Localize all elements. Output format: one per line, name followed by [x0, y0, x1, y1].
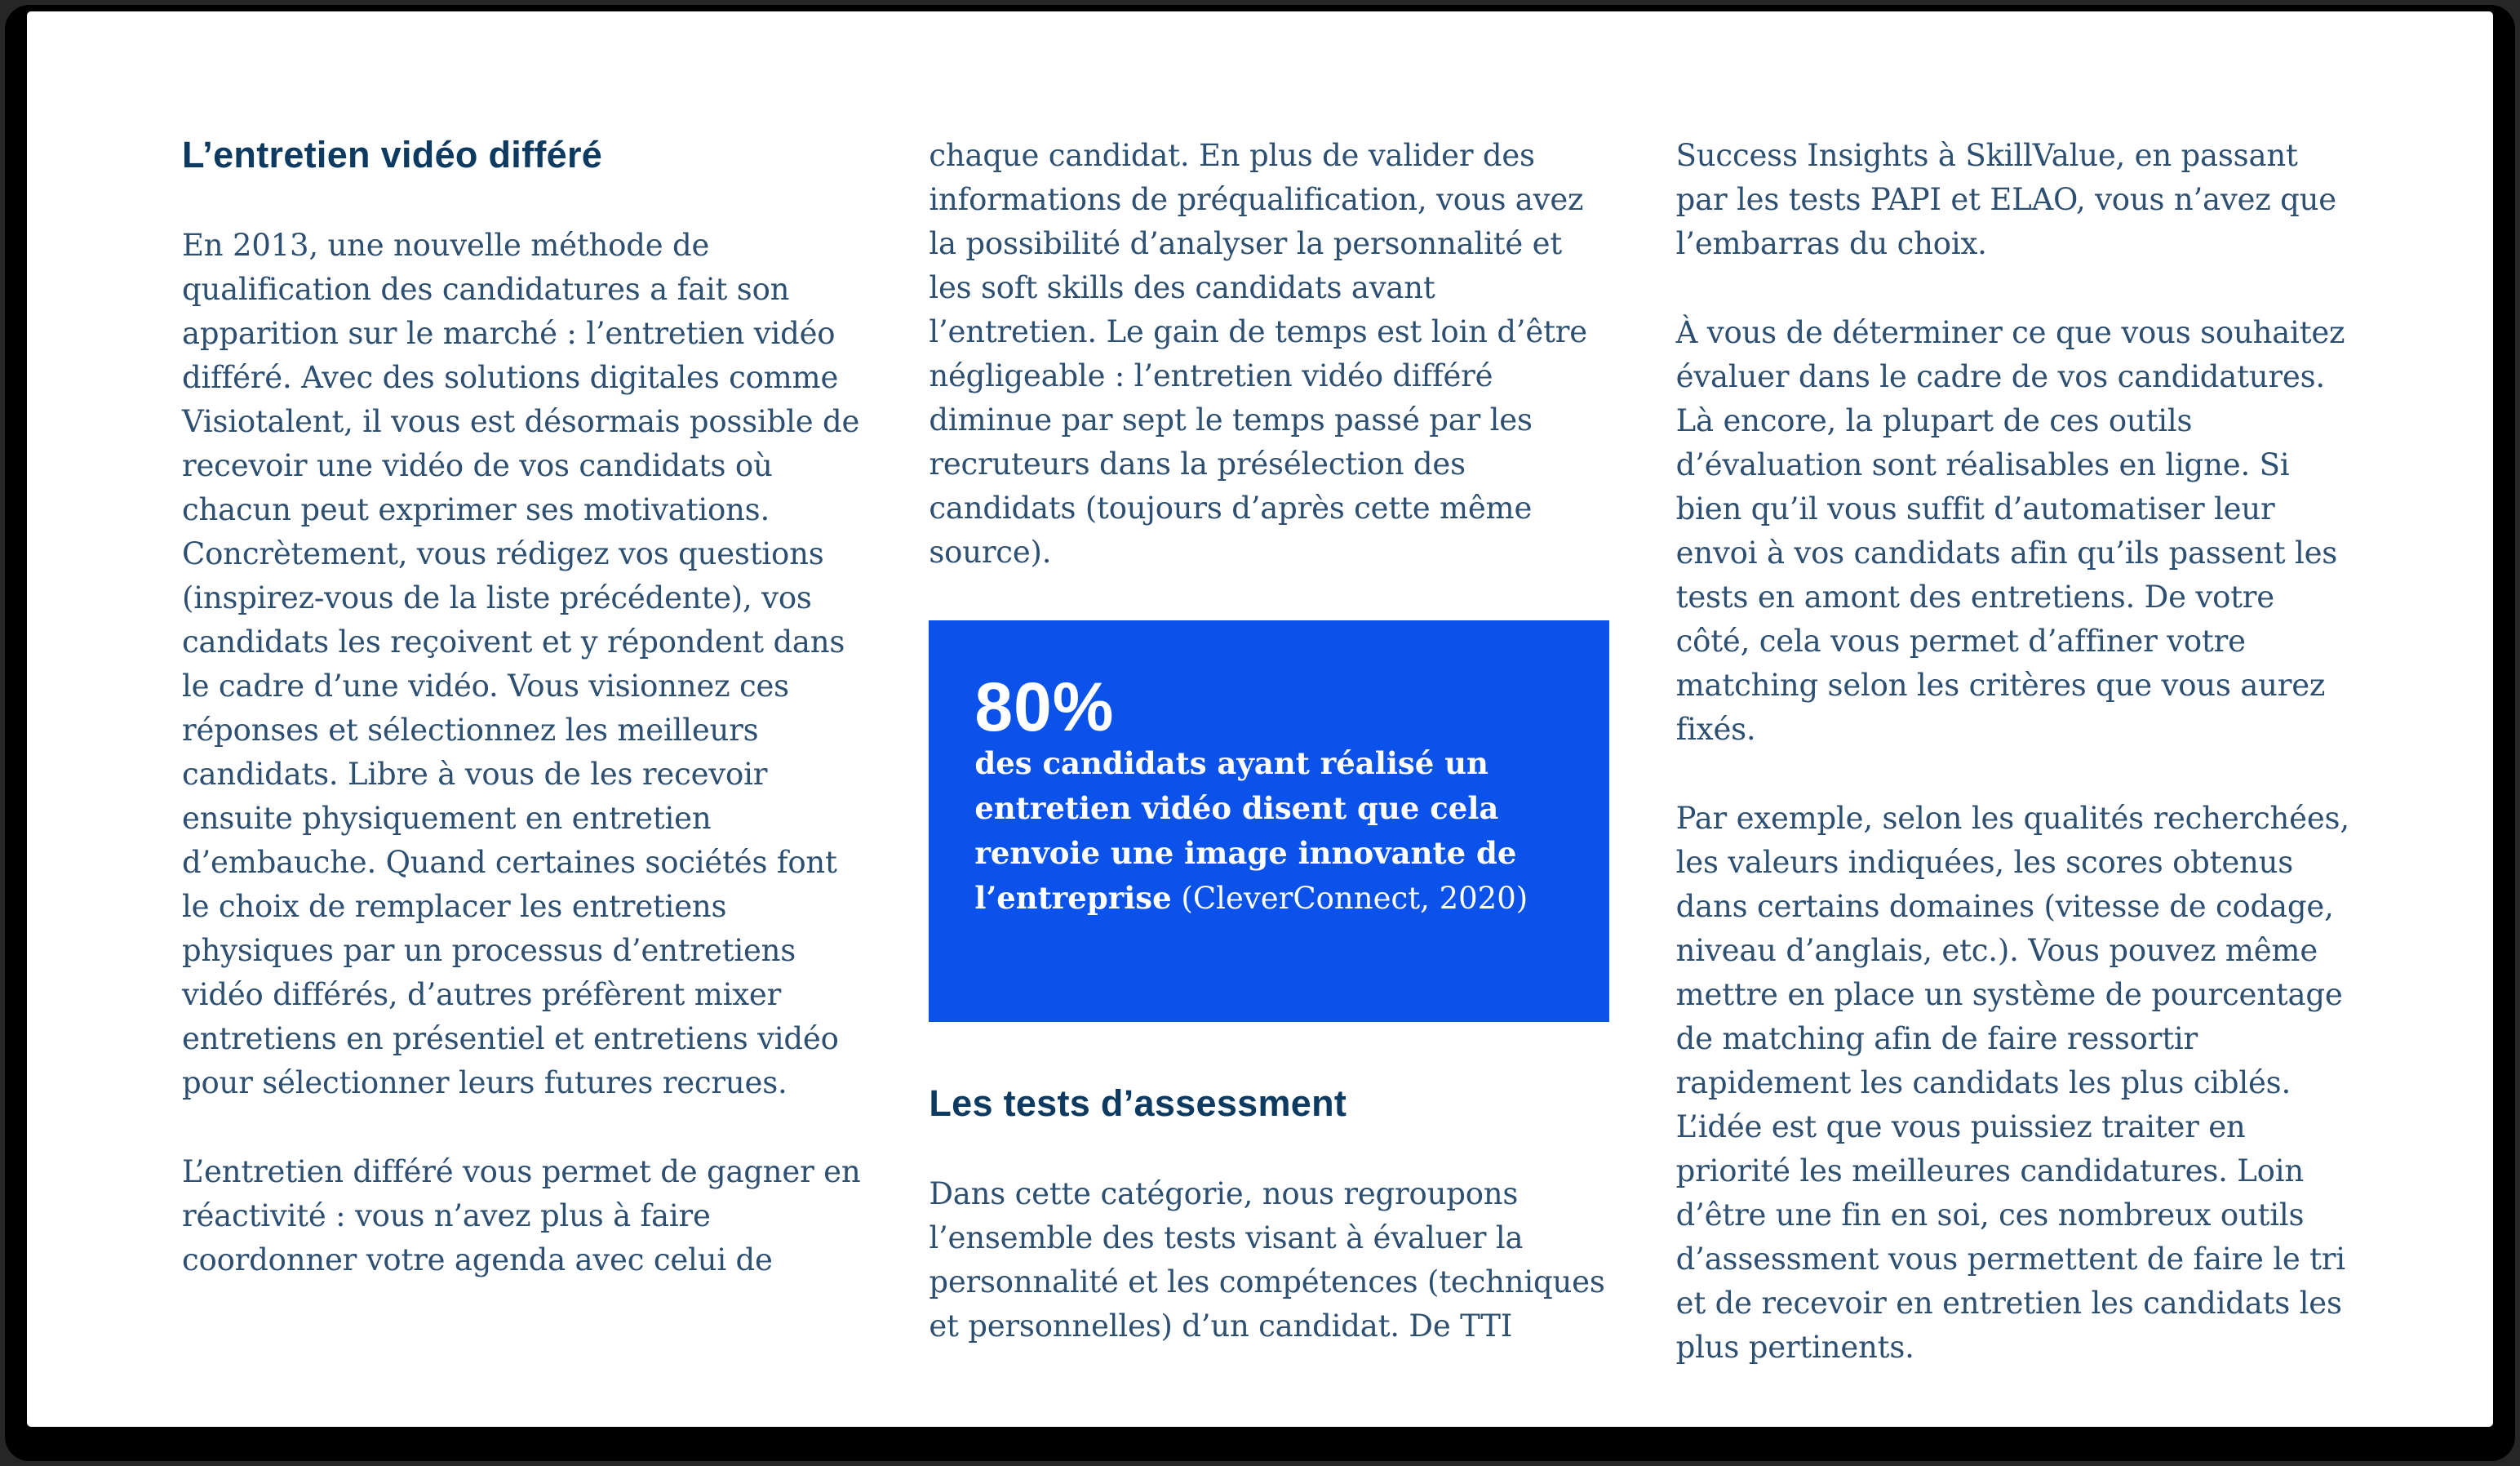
stat-value: 80%	[974, 669, 1115, 745]
column-2	[929, 134, 1608, 1427]
stat-callout	[929, 620, 1608, 1022]
paragraph: À vous de déterminer ce que vous souhaitez évaluer dans le cadre de vos candidatures. Là encore, la plupart de ces outils d’évaluation sont réalisables en ligne. Si bien qu’il vous suffit d’automatiser leur envoi à vos candidats afin qu’ils passent les tests en amont des entretiens. De votre côté, cela vous permet d’affiner votre matching selon les critères que vous aurez fixés.	[1675, 315, 2345, 747]
section-heading-video-interview: L’entretien vidéo différé	[182, 134, 603, 175]
paragraph: Dans cette catégorie, nous regroupons l’ensemble des tests visant à évaluer la personnalité et les compétences (techniques et personnelles) d’un candidat. De TTI	[929, 1176, 1605, 1344]
document-page	[27, 11, 2493, 1427]
section-heading-assessment-tests: Les tests d’assessment	[929, 1082, 1347, 1124]
paragraph: Par exemple, selon les qualités recherchées, les valeurs indiquées, les scores obtenus dans certains domaines (vitesse de codage, niveau d’anglais, etc.). Vous pouvez même mettre en place un système de pourcentage de matching afin de faire ressortir rapidement les candidats les plus ciblés. L’idée est que vous puissiez traiter en priorité les meilleures candidatures. Loin d’être une fin en soi, ces nombreux outils d’assessment vous permettent de faire le tri et de recevoir en entretien les candidats les plus pertinents.	[1675, 801, 2349, 1365]
stat-description-bold: des candidats ayant réalisé un entretien vidéo disent que cela renvoie une image innovante de l’entreprise	[974, 745, 1517, 916]
stat-source: (CleverConnect, 2020)	[1171, 881, 1528, 916]
column-3	[1676, 134, 2356, 1427]
paragraph: Success Insights à SkillValue, en passant par les tests PAPI et ELAO, vous n’avez que l’embarras du choix.	[1675, 138, 2336, 261]
stat-description	[974, 741, 1563, 921]
paragraph: L’entretien différé vous permet de gagner en réactivité : vous n’avez plus à faire coordonner votre agenda avec celui de	[182, 1154, 861, 1277]
paragraph: chaque candidat. En plus de valider des informations de préqualification, vous avez la possibilité d’analyser la personnalité et les soft skills des candidats avant l’entretien. Le gain de temps est loin d’être négligeable : l’entretien vidéo différé diminue par sept le temps passé par les recruteurs dans la présélection des candidats (toujours d’après cette même source).	[929, 138, 1587, 570]
paragraph: En 2013, une nouvelle méthode de qualification des candidatures a fait son apparition sur le marché : l’entretien vidéo différé. Avec des solutions digitales comme Visiotalent, il vous est désormais possible de recevoir une vidéo de vos candidats où chacun peut exprimer ses motivations. Concrètement, vous rédigez vos questions (inspirez-vous de la liste précédente), vos candidats les reçoivent et y répondent dans le cadre d’une vidéo. Vous visionnez ces réponses et sélectionnez les meilleurs candidats. Libre à vous de les recevoir ensuite physiquement en entretien d’embauche. Quand certaines sociétés font le choix de remplacer les entretiens physiques par un processus d’entretiens vidéo différés, d’autres préfèrent mixer entretiens en présentiel et entretiens vidéo pour sélectionner leurs futures recrues.	[182, 228, 860, 1100]
column-1	[182, 134, 862, 1427]
